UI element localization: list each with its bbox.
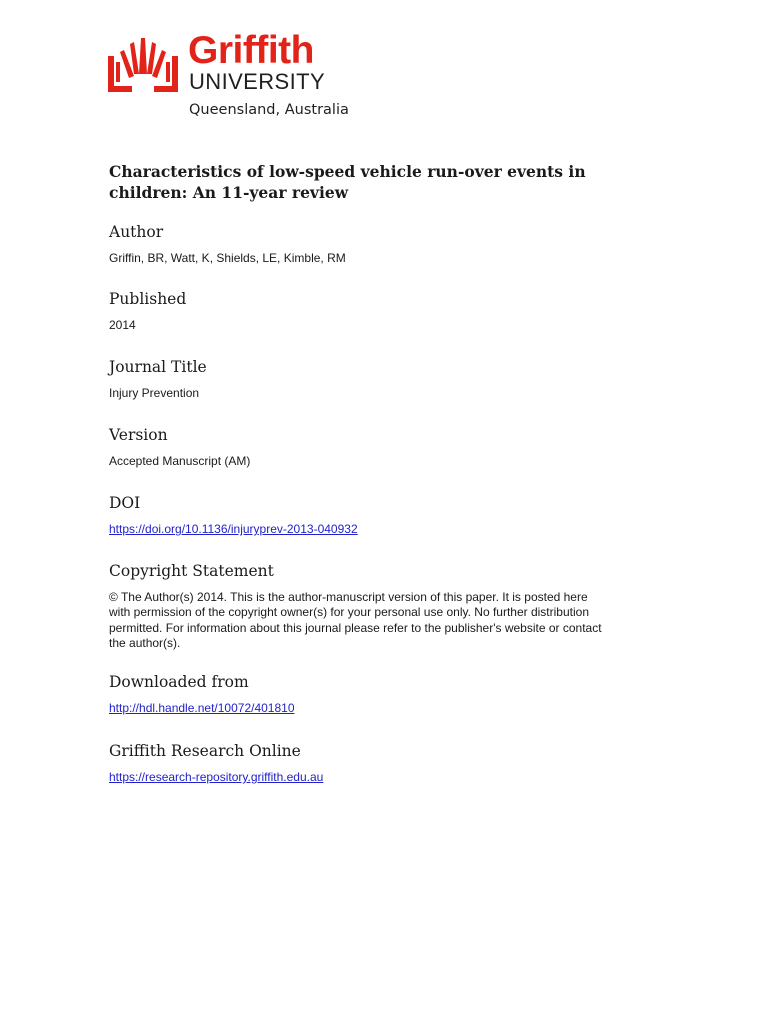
author-section: [109, 222, 346, 266]
doi-link[interactable]: https://doi.org/10.1136/injuryprev-2013-040932: [109, 522, 358, 536]
author-heading: Author: [109, 223, 164, 241]
copyright-line-3: permitted. For information about this journal please refer to the publisher's website or contact: [109, 620, 602, 635]
published-heading: Published: [109, 290, 187, 308]
copyright-heading: Copyright Statement: [109, 562, 274, 580]
handle-link[interactable]: http://hdl.handle.net/10072/401810: [109, 701, 295, 715]
repository-link[interactable]: https://research-repository.griffith.edu.au: [109, 770, 324, 784]
logo-university: UNIVERSITY: [189, 69, 326, 94]
document-content: [109, 161, 649, 784]
downloaded-heading: Downloaded from: [109, 673, 249, 691]
griffith-flame-icon: [108, 34, 178, 94]
copyright-line-4: the author(s).: [109, 635, 181, 650]
copyright-line-2: with permission of the copyright owner(s) for your personal use only. No further distribution: [109, 605, 589, 620]
downloaded-section: [109, 672, 295, 716]
journal-heading: Journal Title: [109, 358, 207, 376]
copyright-line-1: © The Author(s) 2014. This is the author-manuscript version of this paper. It is posted here: [109, 590, 588, 604]
copyright-section: [109, 561, 649, 651]
journal-value: Injury Prevention: [109, 386, 200, 400]
logo-wordmark: Griffith: [188, 29, 314, 72]
griffith-logo: [108, 29, 349, 124]
doi-section: [109, 493, 358, 537]
published-value: 2014: [109, 318, 136, 332]
doi-heading: DOI: [109, 494, 141, 512]
logo-location: Queensland, Australia: [189, 102, 349, 118]
version-value: Accepted Manuscript (AM): [109, 454, 251, 468]
title-line-1: Characteristics of low-speed vehicle run-over events in: [109, 162, 586, 181]
document-title: [109, 161, 649, 203]
version-heading: Version: [109, 426, 168, 444]
griffith-research-online-section: [109, 741, 323, 785]
title-line-2: children: An 11-year review: [109, 183, 349, 202]
published-section: [109, 289, 186, 333]
copyright-statement: [109, 590, 649, 651]
gro-heading: Griffith Research Online: [109, 742, 301, 760]
author-value: Griffin, BR, Watt, K, Shields, LE, Kimble, RM: [109, 251, 346, 265]
journal-section: [109, 357, 207, 401]
version-section: [109, 425, 250, 469]
